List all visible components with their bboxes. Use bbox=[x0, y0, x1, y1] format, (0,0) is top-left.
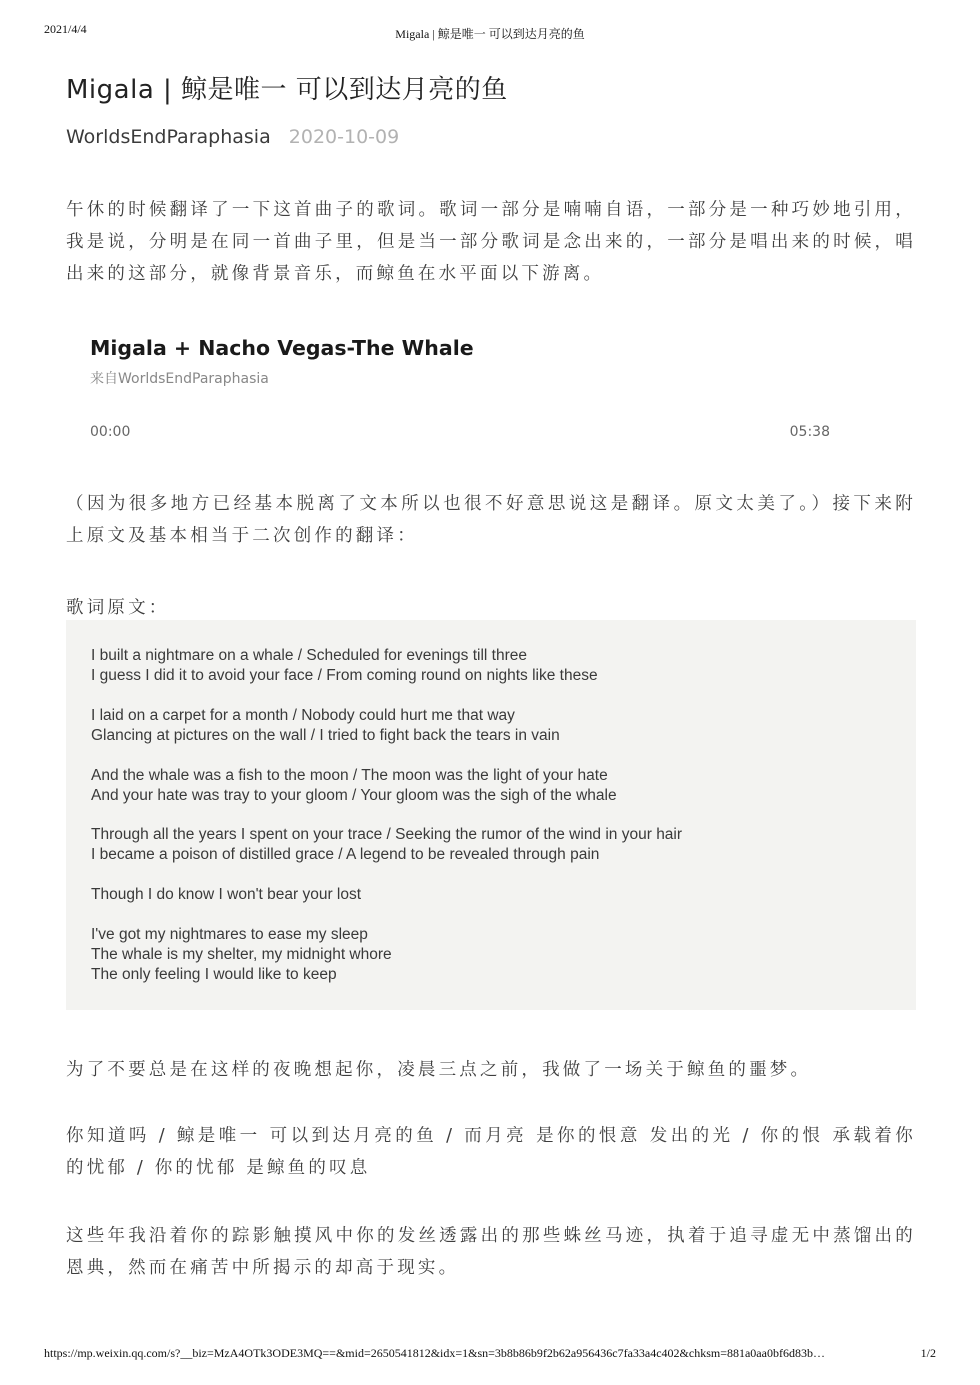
publish-date: 2020-10-09 bbox=[288, 126, 400, 148]
article bbox=[66, 70, 916, 1278]
page-url: https://mp.weixin.qq.com/s?__biz=MzA4OTk3ODE3MQ==&mid=2650541812&idx=1&sn=3b8b86b9f2b62a956436c7fa33a4c402&chksm=881a0aa0bf6d83b… bbox=[44, 1346, 825, 1360]
paragraph-translation-3: 这些年我沿着你的踪影触摸风中你的发丝透露出的那些蛛丝马迹，执着于追寻虚无中蒸馏出的恩典，然而在痛苦中所揭示的却高于现实。 bbox=[66, 1226, 916, 1278]
lyric-stanza bbox=[91, 706, 560, 746]
lyric-stanza bbox=[91, 885, 361, 905]
lyric-line: Through all the years I spent on your trace / Seeking the rumor of the wind in your hair bbox=[91, 826, 683, 843]
author-link[interactable]: WorldsEndParaphasia bbox=[66, 126, 271, 148]
lyric-line: I became a poison of distilled grace / A legend to be revealed through pain bbox=[91, 846, 600, 863]
lyric-line: I built a nightmare on a whale / Scheduled for evenings till three bbox=[91, 647, 527, 664]
paragraph-note: （因为很多地方已经基本脱离了文本所以也很不好意思说这是翻译。原文太美了。）接下来附上原文及基本相当于二次创作的翻译： bbox=[66, 494, 916, 546]
print-date: 2021/4/4 bbox=[44, 22, 87, 36]
print-title: Migala | 鲸是唯一 可以到达月亮的鱼 bbox=[395, 27, 585, 41]
music-title: Migala + Nacho Vegas-The Whale bbox=[90, 336, 474, 360]
lyric-line: I guess I did it to avoid your face / From coming round on nights like these bbox=[91, 667, 598, 684]
lyric-line: And the whale was a fish to the moon / The moon was the light of your hate bbox=[91, 767, 608, 784]
lyrics-image bbox=[66, 620, 916, 1010]
lyric-stanza bbox=[91, 925, 392, 985]
lyric-line: Though I do know I won't bear your lost bbox=[91, 886, 362, 903]
lyric-line: I laid on a carpet for a month / Nobody could hurt me that way bbox=[91, 707, 515, 724]
lyric-stanza bbox=[91, 825, 682, 865]
print-header bbox=[0, 22, 980, 42]
lyric-stanza bbox=[91, 766, 617, 806]
lyric-line: Glancing at pictures on the wall / I tried to fight back the tears in vain bbox=[91, 727, 560, 744]
lyric-line: The whale is my shelter, my midnight whore bbox=[91, 946, 392, 963]
page-number: 1/2 bbox=[920, 1346, 936, 1360]
time-duration: 05:38 bbox=[789, 424, 830, 440]
lyric-line: I've got my nightmares to ease my sleep bbox=[91, 926, 368, 943]
lyric-line: And your hate was tray to your gloom / Your gloom was the sigh of the whale bbox=[91, 787, 617, 804]
time-elapsed: 00:00 bbox=[90, 424, 131, 440]
article-meta bbox=[66, 124, 916, 150]
paragraph-intro: 午休的时候翻译了一下这首曲子的歌词。歌词一部分是喃喃自语，一部分是一种巧妙地引用，我是说，分明是在同一首曲子里，但是当一部分歌词是念出来的，一部分是唱出来的时候，唱出来的这部分，就像背景音乐，而鲸鱼在水平面以下游离。 bbox=[66, 200, 916, 284]
lyric-stanza bbox=[91, 646, 598, 686]
paragraph-translation-2: 你知道吗 / 鲸是唯一 可以到达月亮的鱼 / 而月亮 是你的恨意 发出的光 / 你的恨 承载着你的忧郁 / 你的忧郁 是鲸鱼的叹息 bbox=[66, 1126, 916, 1178]
article-title: Migala | 鲸是唯一 可以到达月亮的鱼 bbox=[66, 75, 508, 105]
lyric-line: The only feeling I would like to keep bbox=[91, 966, 337, 983]
music-source: 来自WorldsEndParaphasia bbox=[90, 371, 269, 387]
music-player[interactable] bbox=[90, 334, 830, 454]
print-footer bbox=[0, 1346, 980, 1366]
paragraph-translation-1: 为了不要总是在这样的夜晚想起你，凌晨三点之前，我做了一场关于鲸鱼的噩梦。 bbox=[66, 1060, 812, 1080]
lyrics-heading: 歌词原文： bbox=[66, 598, 170, 618]
